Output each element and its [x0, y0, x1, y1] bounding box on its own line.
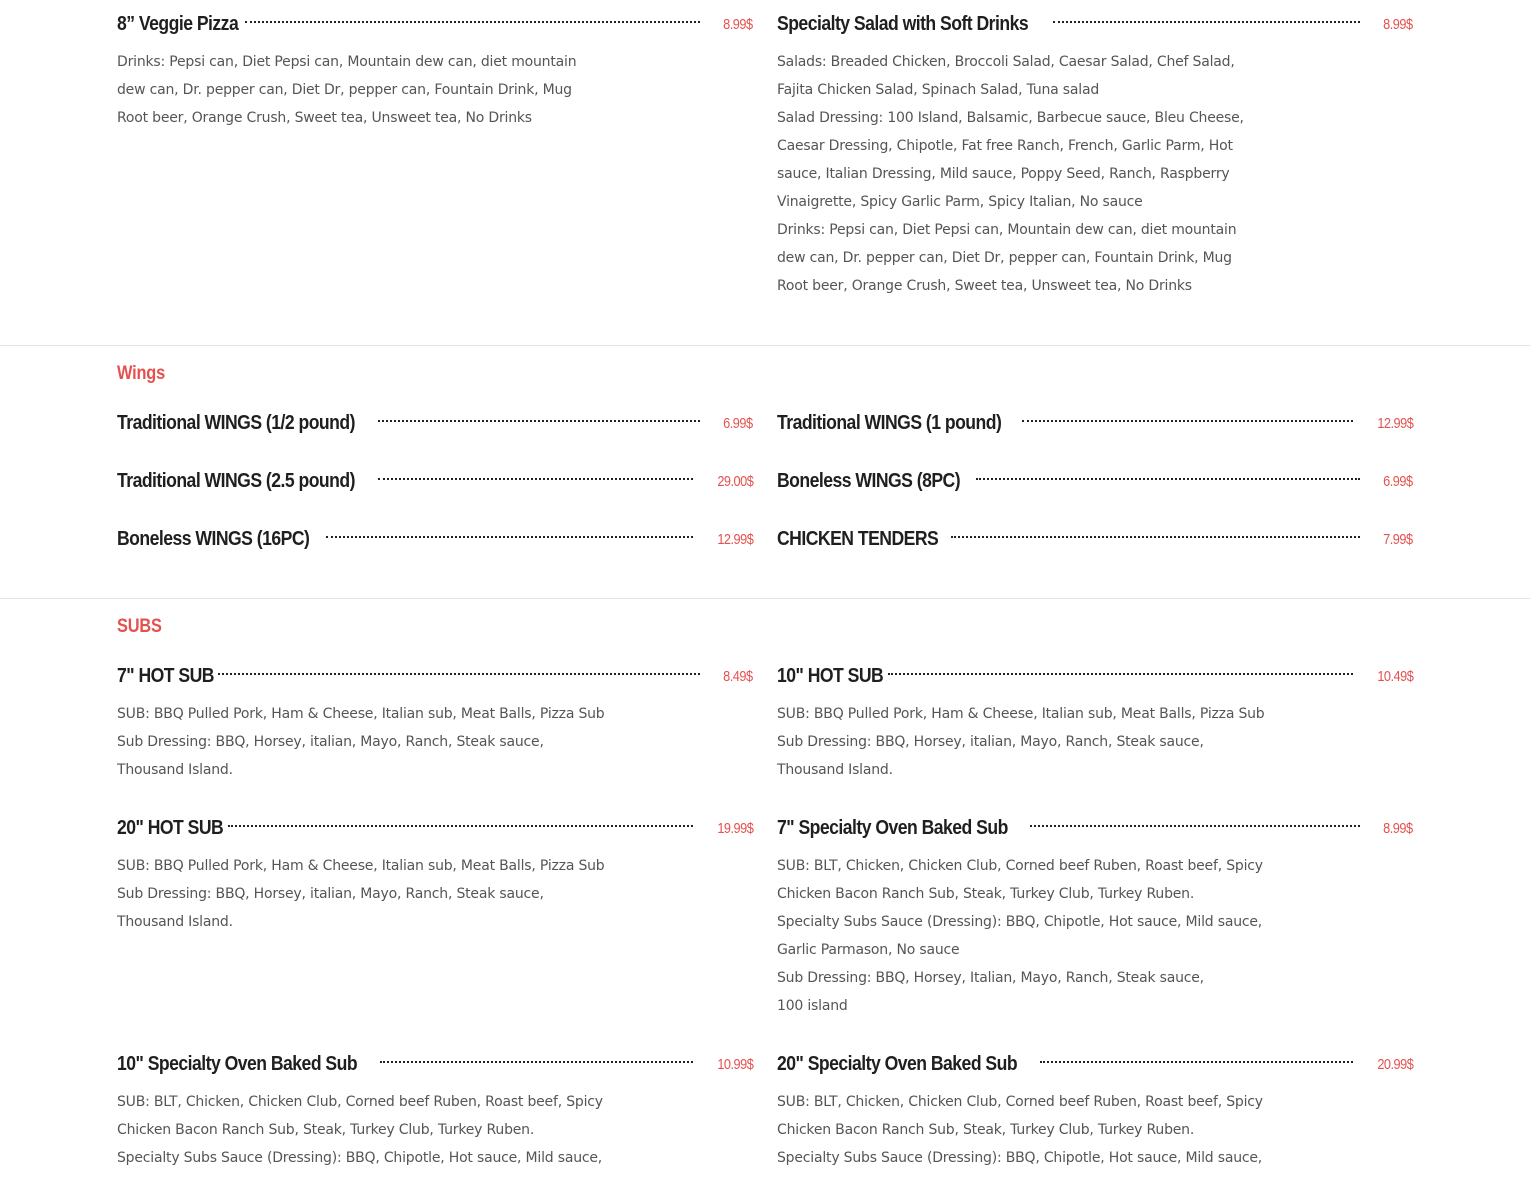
dotted-leader — [378, 478, 693, 480]
dotted-leader — [218, 673, 701, 675]
section-divider — [0, 598, 1530, 599]
description-line: Sub Dressing: BBQ, Horsey, italian, Mayo, Ranch, Steak sauce, — [117, 734, 544, 750]
description-line: Root beer, Orange Crush, Sweet tea, Unsweet tea, No Drinks — [117, 110, 532, 126]
menu-item-price: 10.49$ — [1377, 667, 1413, 685]
menu-item-price: 6.99$ — [723, 414, 753, 432]
menu-item-description — [117, 852, 617, 936]
menu-item-price: 7.99$ — [1383, 530, 1413, 548]
dotted-leader — [1022, 420, 1352, 422]
menu-item-price: 12.99$ — [1377, 414, 1413, 432]
dotted-leader — [380, 1061, 692, 1063]
description-line: SUB: BBQ Pulled Pork, Ham & Cheese, Italian sub, Meat Balls, Pizza Sub — [777, 706, 1265, 722]
description-line: Garlic Parmason, No sauce — [777, 942, 960, 958]
description-line: sauce, Italian Dressing, Mild sauce, Poppy Seed, Ranch, Raspberry — [777, 166, 1230, 182]
menu-item — [117, 409, 753, 437]
description-line: SUB: BBQ Pulled Pork, Ham & Cheese, Italian sub, Meat Balls, Pizza Sub — [117, 858, 605, 874]
menu-item-price: 12.99$ — [717, 530, 753, 548]
menu-item-description — [117, 700, 617, 784]
menu-item-price: 29.00$ — [717, 472, 753, 490]
description-line: Vinaigrette, Spicy Garlic Parm, Spicy Italian, No sauce — [777, 194, 1143, 210]
description-line: 100 island — [777, 998, 848, 1014]
menu-item-price: 8.99$ — [723, 15, 753, 33]
dotted-leader — [951, 536, 1361, 538]
category-title-wings: Wings — [117, 363, 166, 384]
description-line: Sub Dressing: BBQ, Horsey, Italian, Mayo, Ranch, Steak sauce, — [777, 970, 1204, 986]
menu-item — [777, 467, 1413, 495]
description-line: Thousand Island. — [117, 914, 233, 930]
menu-item — [777, 10, 1413, 300]
dotted-leader — [245, 21, 700, 23]
description-line: Specialty Subs Sauce (Dressing): BBQ, Chipotle, Hot sauce, Mild sauce, — [117, 1150, 603, 1166]
description-line: Thousand Island. — [777, 762, 893, 778]
menu-item-price: 10.99$ — [717, 1055, 753, 1073]
menu-item-name: Traditional WINGS (1/2 pound) — [117, 411, 355, 434]
menu-item-name: Traditional WINGS (1 pound) — [777, 411, 1002, 434]
menu-item-description — [777, 48, 1277, 300]
menu-item-price: 6.99$ — [1383, 472, 1413, 490]
menu-item — [777, 1050, 1413, 1172]
description-line: Fajita Chicken Salad, Spinach Salad, Tuna salad — [777, 82, 1100, 98]
category-title-subs: SUBS — [117, 616, 162, 637]
description-line: Chicken Bacon Ranch Sub, Steak, Turkey Club, Turkey Ruben. — [117, 1122, 535, 1138]
description-line: Drinks: Pepsi can, Diet Pepsi can, Mountain dew can, diet mountain — [777, 222, 1237, 238]
menu-item — [117, 814, 753, 936]
menu-item — [117, 662, 753, 784]
menu-item-price: 8.99$ — [1383, 819, 1413, 837]
description-line: SUB: BLT, Chicken, Chicken Club, Corned beef Ruben, Roast beef, Spicy — [777, 858, 1263, 874]
description-line: Specialty Subs Sauce (Dressing): BBQ, Chipotle, Hot sauce, Mild sauce, — [777, 1150, 1263, 1166]
description-line: dew can, Dr. pepper can, Diet Dr, pepper can, Fountain Drink, Mug — [117, 82, 572, 98]
menu-item — [777, 662, 1413, 784]
description-line: Chicken Bacon Ranch Sub, Steak, Turkey Club, Turkey Ruben. — [777, 1122, 1195, 1138]
menu-item-description — [117, 48, 617, 132]
menu-item-name: 8” Veggie Pizza — [117, 12, 239, 35]
menu-item-name: 7" Specialty Oven Baked Sub — [777, 816, 1008, 839]
menu-item-description — [777, 852, 1277, 1020]
description-line: Caesar Dressing, Chipotle, Fat free Ranch, French, Garlic Parm, Hot — [777, 138, 1233, 154]
menu-item-price: 8.99$ — [1383, 15, 1413, 33]
menu-item — [117, 525, 753, 553]
description-line: Drinks: Pepsi can, Diet Pepsi can, Mountain dew can, diet mountain — [117, 54, 577, 70]
description-line: Thousand Island. — [117, 762, 233, 778]
menu-item-name: Specialty Salad with Soft Drinks — [777, 12, 1029, 35]
dotted-leader — [976, 478, 1361, 480]
menu-item-name: Traditional WINGS (2.5 pound) — [117, 469, 355, 492]
description-line: Salads: Breaded Chicken, Broccoli Salad, Caesar Salad, Chef Salad, — [777, 54, 1235, 70]
dotted-leader — [1030, 825, 1361, 827]
menu-item-name: 10" HOT SUB — [777, 664, 884, 687]
description-line: SUB: BLT, Chicken, Chicken Club, Corned beef Ruben, Roast beef, Spicy — [117, 1094, 603, 1110]
menu-item-name: 20" Specialty Oven Baked Sub — [777, 1052, 1018, 1075]
description-line: dew can, Dr. pepper can, Diet Dr, pepper can, Fountain Drink, Mug — [777, 250, 1232, 266]
menu-item — [777, 409, 1413, 437]
menu-item — [777, 525, 1413, 553]
menu-item-price: 8.49$ — [723, 667, 753, 685]
dotted-leader — [326, 536, 693, 538]
dotted-leader — [888, 673, 1352, 675]
menu-item-price: 20.99$ — [1377, 1055, 1413, 1073]
dotted-leader — [228, 825, 692, 827]
description-line: Specialty Subs Sauce (Dressing): BBQ, Chipotle, Hot sauce, Mild sauce, — [777, 914, 1263, 930]
menu-item-name: 20" HOT SUB — [117, 816, 224, 839]
description-line: SUB: BBQ Pulled Pork, Ham & Cheese, Italian sub, Meat Balls, Pizza Sub — [117, 706, 605, 722]
menu-item-price: 19.99$ — [717, 819, 753, 837]
menu-item — [777, 814, 1413, 1020]
menu-item-description — [777, 1088, 1277, 1172]
description-line: SUB: BLT, Chicken, Chicken Club, Corned beef Ruben, Roast beef, Spicy — [777, 1094, 1263, 1110]
menu-item-name: Boneless WINGS (8PC) — [777, 469, 961, 492]
dotted-leader — [378, 420, 701, 422]
description-line: Sub Dressing: BBQ, Horsey, italian, Mayo, Ranch, Steak sauce, — [117, 886, 544, 902]
menu-item-name: 7" HOT SUB — [117, 664, 214, 687]
menu-item-description — [777, 700, 1277, 784]
menu-item-name: Boneless WINGS (16PC) — [117, 527, 310, 550]
description-line: Salad Dressing: 100 Island, Balsamic, Barbecue sauce, Bleu Cheese, — [777, 110, 1244, 126]
menu-item — [117, 467, 753, 495]
dotted-leader — [1053, 21, 1361, 23]
description-line: Sub Dressing: BBQ, Horsey, italian, Mayo, Ranch, Steak sauce, — [777, 734, 1204, 750]
dotted-leader — [1040, 1061, 1352, 1063]
menu-item — [117, 1050, 753, 1172]
menu-item-description — [117, 1088, 617, 1172]
description-line: Chicken Bacon Ranch Sub, Steak, Turkey Club, Turkey Ruben. — [777, 886, 1195, 902]
menu-item-name: CHICKEN TENDERS — [777, 527, 939, 550]
description-line: Root beer, Orange Crush, Sweet tea, Unsweet tea, No Drinks — [777, 278, 1192, 294]
menu-item-name: 10" Specialty Oven Baked Sub — [117, 1052, 358, 1075]
menu-item — [117, 10, 753, 132]
section-divider — [0, 345, 1530, 346]
